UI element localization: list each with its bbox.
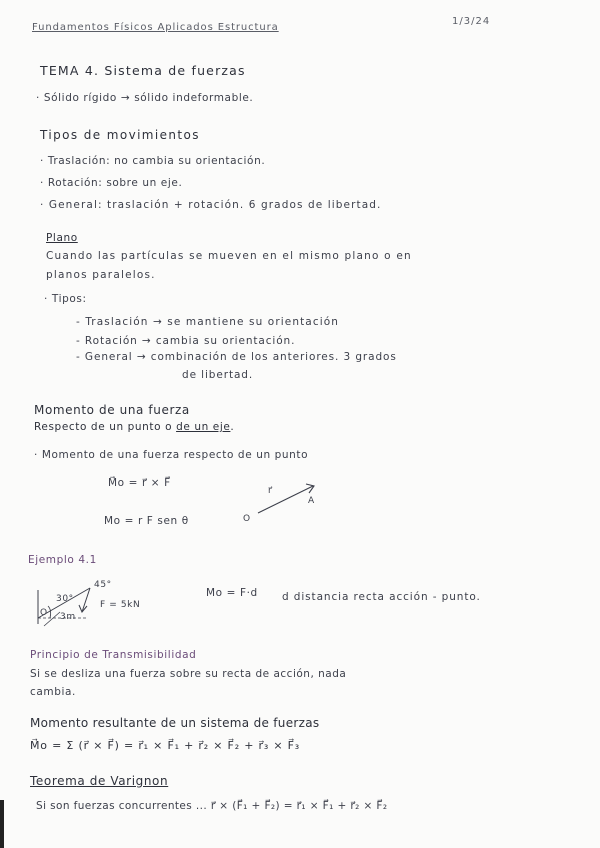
ejemplo-formula-note: d distancia recta acción - punto. [282, 591, 481, 603]
plano-desc-1: Cuando las partículas se mueven en el mismo plano o en [46, 250, 412, 262]
movimientos-heading: Tipos de movimientos [40, 128, 200, 142]
varignon-heading: Teorema de Varignon [30, 774, 169, 788]
course-title: Fundamentos Físicos Aplicados Estructura [32, 22, 279, 33]
distance-label: 3m [60, 612, 76, 622]
respecto-end: . [230, 421, 235, 433]
momento-heading: Momento de una fuerza [34, 403, 190, 417]
diagram-r-label: r⃗ [268, 486, 273, 496]
tipos-label: · Tipos: [44, 293, 87, 305]
transmisibilidad-heading: Principio de Transmisibilidad [30, 649, 197, 661]
plano-desc-2: planos paralelos. [46, 269, 156, 281]
movimiento-item: · General: traslación + rotación. 6 grados de libertad. [40, 199, 382, 211]
ejemplo-o-label: O [40, 608, 48, 618]
plano-item: - General → combinación de los anteriores. 3 grados [76, 351, 397, 363]
plano-item: - Traslación → se mantiene su orientación [76, 316, 340, 328]
page-edge-shadow [0, 800, 4, 848]
resultante-heading: Momento resultante de un sistema de fuerzas [30, 716, 320, 730]
respecto-eje: de un eje [176, 421, 231, 433]
respecto-prefix: Respecto de un punto o [34, 421, 177, 433]
ejemplo-formula: Mo = F·d [206, 587, 258, 599]
force-label: F = 5kN [100, 600, 141, 610]
diagram-o-label: O [243, 514, 251, 524]
note-date: 1/3/24 [452, 16, 491, 27]
transmisibilidad-line-2: cambia. [30, 686, 76, 698]
resultante-formula: M⃗o = Σ (r⃗ × F⃗) = r⃗₁ × F⃗₁ + r⃗₂ × F⃗₂ + r⃗₃ × F⃗₃ [30, 739, 300, 752]
angle-30-label: 30° [56, 594, 74, 604]
momento-punto-line: · Momento de una fuerza respecto de un punto [34, 449, 309, 461]
diagram-a-label: A [308, 496, 315, 506]
movimiento-item: · Traslación: no cambia su orientación. [40, 155, 266, 167]
solid-definition: · Sólido rígido → sólido indeformable. [36, 92, 254, 104]
plano-item: de libertad. [182, 369, 254, 381]
r-vector-line [258, 486, 313, 513]
movimiento-item: · Rotación: sobre un eje. [40, 177, 183, 189]
plano-item: - Rotación → cambia su orientación. [76, 335, 296, 347]
momento-formula-magnitude: Mo = r F sen θ [104, 515, 189, 527]
transmisibilidad-line-1: Si se desliza una fuerza sobre su recta de acción, nada [30, 668, 347, 680]
plano-heading: Plano [46, 232, 78, 244]
momento-formula-vector: M⃗o = r⃗ × F⃗ [108, 477, 171, 489]
ejemplo-heading: Ejemplo 4.1 [28, 554, 97, 566]
angle-45-label: 45° [94, 580, 112, 590]
tema-title: TEMA 4. Sistema de fuerzas [40, 63, 246, 78]
varignon-line: Si son fuerzas concurrentes ... r⃗ × (F⃗₁ + F⃗₂) = r⃗₁ × F⃗₁ + r⃗₂ × F⃗₂ [36, 800, 388, 812]
